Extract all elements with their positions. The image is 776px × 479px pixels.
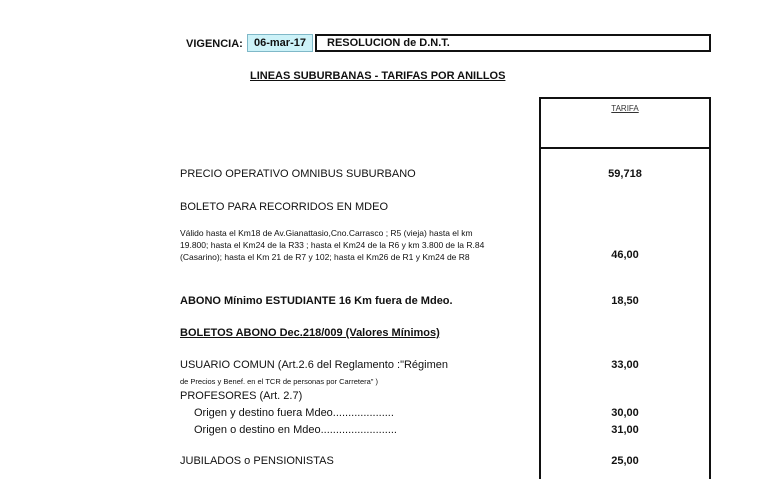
- usuario-comun-sublabel: de Precios y Benef. en el TCR de personas por Carretera" ): [180, 377, 379, 386]
- profesores-label: PROFESORES (Art. 2.7): [180, 390, 303, 402]
- origen-en-value[interactable]: 31,00: [611, 424, 639, 436]
- valido-line-2: 19.800; hasta el Km24 de la R33 ; hasta el Km24 de la R6 y km 3.800 de la R.84: [180, 240, 485, 250]
- resolucion-cell[interactable]: RESOLUCION de D.N.T.: [315, 34, 711, 52]
- origen-fuera-label: Origen y destino fuera Mdeo....................: [194, 407, 394, 419]
- valido-value[interactable]: 46,00: [611, 249, 639, 261]
- valido-line-1: Válido hasta el Km18 de Av.Gianattasio,Cno.Carrasco ; R5 (vieja) hasta el km: [180, 228, 473, 238]
- precio-operativo-value[interactable]: 59,718: [608, 168, 642, 180]
- vigencia-date-cell[interactable]: 06-mar-17: [247, 34, 313, 52]
- usuario-comun-label: USUARIO COMUN (Art.2.6 del Reglamento :"Régimen: [180, 359, 448, 371]
- abono-estudiante-label: ABONO Mínimo ESTUDIANTE 16 Km fuera de Mdeo.: [180, 295, 453, 307]
- valido-line-3: (Casarino); hasta el Km 21 de R7 y 102; hasta el Km26 de R1 y Km24 de R8: [180, 252, 470, 262]
- tarifa-column-frame: [539, 97, 711, 479]
- origen-fuera-value[interactable]: 30,00: [611, 407, 639, 419]
- tarifa-header-divider: [539, 147, 711, 149]
- precio-operativo-label: PRECIO OPERATIVO OMNIBUS SUBURBANO: [180, 168, 416, 180]
- boletos-abono-heading: BOLETOS ABONO Dec.218/009 (Valores Mínimos): [180, 327, 440, 339]
- vigencia-label: VIGENCIA:: [186, 38, 243, 50]
- usuario-comun-value[interactable]: 33,00: [611, 359, 639, 371]
- jubilados-label: JUBILADOS o PENSIONISTAS: [180, 455, 334, 467]
- tarifa-column-header: TARIFA: [611, 104, 639, 113]
- page-title: LINEAS SUBURBANAS - TARIFAS POR ANILLOS: [250, 70, 506, 82]
- abono-estudiante-value[interactable]: 18,50: [611, 295, 639, 307]
- origen-en-label: Origen o destino en Mdeo.........................: [194, 424, 397, 436]
- jubilados-value[interactable]: 25,00: [611, 455, 639, 467]
- boleto-mdeo-label: BOLETO PARA RECORRIDOS EN MDEO: [180, 201, 389, 213]
